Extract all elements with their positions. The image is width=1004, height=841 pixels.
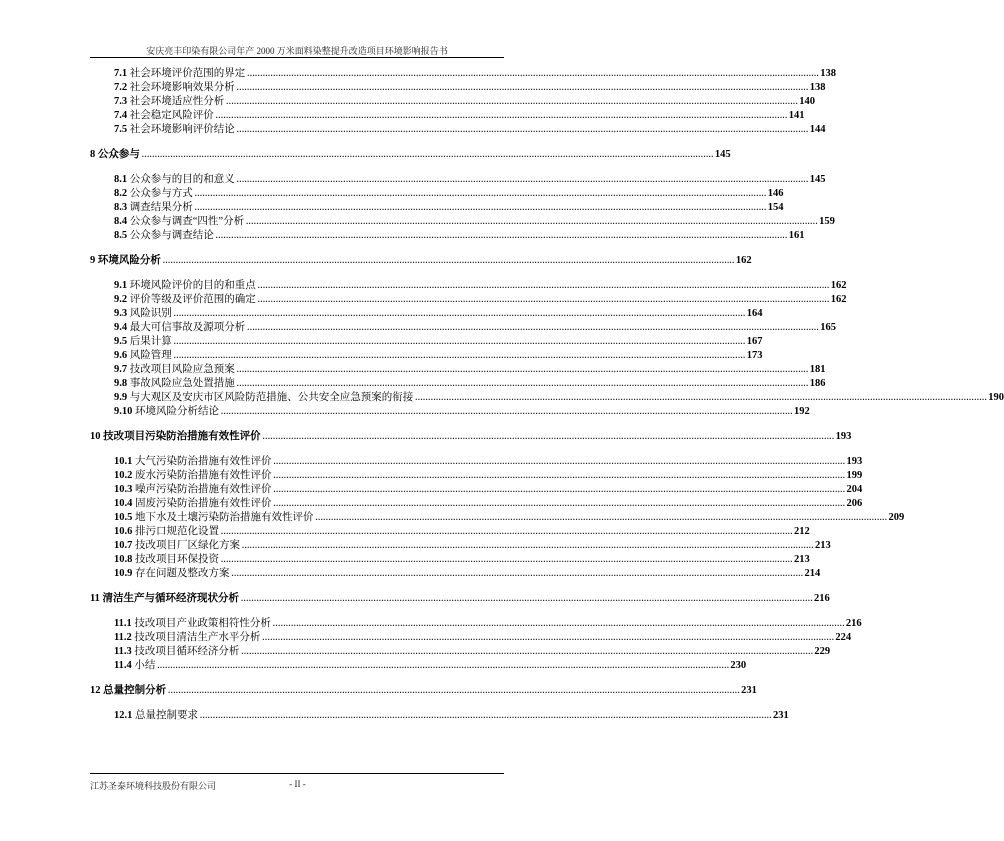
toc-leader-dots: ............................................................................................................................................................................................................................ [247,69,820,78]
toc-entry-number: 10.4 [114,498,133,509]
toc-entry-title [114,469,274,483]
toc-entry-text: 地下水及土壤污染防治措施有效性评价 [135,512,314,523]
toc-entry-text: 社会环境影响效果分析 [129,82,235,93]
toc-entry-title [114,709,200,723]
toc-entry-number: 10.8 [114,554,133,565]
toc-section-entry[interactable] [90,81,826,95]
toc-leader-dots: ............................................................................................................................................................................................................................ [168,686,741,695]
toc-entry-number: 9.6 [114,350,128,361]
toc-entry-title [114,335,174,349]
toc-section-entry[interactable] [90,553,810,567]
toc-entry-page: 164 [746,308,763,319]
toc-leader-dots: ............................................................................................................................................................................................................................ [173,337,746,346]
toc-entry-text: 社会环境影响评价结论 [129,124,235,135]
toc-entry-text: 清洁生产与循环经济现状分析 [102,593,240,604]
toc-entry-number: 10.3 [114,484,133,495]
toc-entry-number: 9.4 [114,322,128,333]
toc-entry-title [90,254,163,268]
toc-entry-title [114,511,316,525]
toc-section-entry[interactable] [90,349,763,363]
toc-entry-page: 141 [788,110,805,121]
toc-entry-page: 140 [799,96,815,107]
toc-entry-number: 8.4 [114,216,128,227]
toc-leader-dots: ............................................................................................................................................................................................................................ [241,594,814,603]
toc-entry-page: 231 [741,685,757,696]
toc-entry-page: 161 [788,230,805,241]
toc-entry-title [114,321,247,335]
toc-leader-dots: ............................................................................................................................................................................................................................ [257,295,830,304]
toc-leader-dots: ............................................................................................................................................................................................................................ [236,83,809,92]
toc-entry-text: 评价等级及评价范围的确定 [129,294,256,305]
toc-entry-title [114,67,247,81]
toc-entry-number: 9.9 [114,392,128,403]
toc-leader-dots: ............................................................................................................................................................................................................................ [200,711,772,720]
page-header: 安庆亮丰印染有限公司年产 2000 万米面料染整提升改造项目环境影响报告书 [146,46,448,56]
toc-entry-title [114,215,246,229]
toc-entry-text: 技改项目产业政策相符性分析 [134,618,271,629]
toc-entry-text: 噪声污染防治措施有效性评价 [135,484,272,495]
toc-section-entry[interactable] [90,279,847,293]
toc-entry-text: 排污口规范化设置 [135,526,219,537]
toc-entry-number: 9 [90,255,96,266]
toc-chapter-entry[interactable] [90,430,852,444]
toc-entry-number: 7.4 [114,110,128,121]
toc-entry-number: 7.2 [114,82,128,93]
toc-entry-number: 12.1 [114,710,133,721]
toc-leader-dots: ............................................................................................................................................................................................................................ [273,485,846,494]
footer-page-number: - II - [289,779,306,789]
toc-leader-dots: ............................................................................................................................................................................................................................ [221,555,793,564]
toc-entry-text: 技改项目环保投资 [135,554,219,565]
toc-entry-number: 10.1 [114,456,133,467]
toc-entry-title [114,81,237,95]
toc-entry-number: 10.7 [114,540,133,551]
toc-entry-text: 事故风险应急处置措施 [129,378,235,389]
toc-entry-page: 204 [846,484,863,495]
toc-entry-number: 8 [90,149,96,160]
toc-entry-title [114,455,274,469]
toc-entry-text: 环境风险分析 [97,255,161,266]
toc-entry-page: 193 [846,456,863,467]
toc-leader-dots: ............................................................................................................................................................................................................................ [236,379,809,388]
toc-entry-number: 11.4 [114,660,132,671]
toc-section-entry[interactable] [90,377,826,391]
toc-entry-page: 138 [809,82,826,93]
toc-entry-text: 废水污染防治措施有效性评价 [135,470,272,481]
toc-chapter-entry[interactable] [90,684,757,698]
toc-leader-dots: ............................................................................................................................................................................................................................ [273,471,846,480]
toc-entry-page: 162 [830,294,847,305]
toc-entry-page: 216 [814,593,830,604]
toc-entry-number: 10.9 [114,568,133,579]
toc-leader-dots: ............................................................................................................................................................................................................................ [162,256,735,265]
toc-entry-page: 165 [820,322,836,333]
toc-entry-number: 12 [90,685,101,696]
toc-entry-title [114,229,216,243]
toc-entry-number: 10 [90,431,101,442]
toc-section-entry[interactable] [90,215,835,229]
toc-entry-title [114,391,415,405]
toc-entry-page: 213 [794,554,810,565]
toc-leader-dots: ............................................................................................................................................................................................................................ [272,619,845,628]
toc-leader-dots: ............................................................................................................................................................................................................................ [226,97,799,106]
toc-entry-text: 公众参与的目的和意义 [129,174,235,185]
toc-entry-page: 214 [804,568,821,579]
toc-entry-page: 209 [888,512,905,523]
toc-entry-text: 公众参与调查结论 [129,230,214,241]
toc-entry-number: 9.3 [114,308,128,319]
toc-leader-dots: ............................................................................................................................................................................................................................ [273,457,846,466]
toc-entry-title [114,645,241,659]
toc-entry-text: 总量控制分析 [103,685,167,696]
toc-entry-number: 7.3 [114,96,128,107]
toc-entry-number: 10.2 [114,470,133,481]
toc-section-entry[interactable] [90,631,852,645]
toc-entry-text: 大气污染防治措施有效性评价 [135,456,272,467]
toc-section-entry[interactable] [90,469,863,483]
toc-entry-page: 193 [835,431,852,442]
toc-leader-dots: ............................................................................................................................................................................................................................ [273,499,846,508]
toc-entry-text: 技改项目风险应急预案 [129,364,235,375]
toc-leader-dots: ............................................................................................................................................................................................................................ [315,513,888,522]
toc-entry-page: 230 [730,660,747,671]
toc-entry-text: 固废污染防治措施有效性评价 [135,498,272,509]
toc-section-entry[interactable] [90,229,805,243]
toc-section-entry[interactable] [90,95,815,109]
toc-entry-title [114,539,242,553]
toc-entry-text: 最大可信事故及源项分析 [129,322,246,333]
toc-entry-page: 229 [814,646,831,657]
toc-entry-page: 231 [773,710,789,721]
toc-leader-dots: ............................................................................................................................................................................................................................ [215,111,788,120]
toc-section-entry[interactable] [90,391,1004,405]
toc-entry-page: 145 [714,149,731,160]
toc-entry-text: 公众参与调查“四性”分析 [129,216,245,227]
toc-entry-text: 技改项目污染防治措施有效性评价 [103,431,261,442]
toc-entry-number: 7.1 [114,68,128,79]
toc-leader-dots: ............................................................................................................................................................................................................................ [173,351,746,360]
toc-entry-text: 社会环境适应性分析 [129,96,225,107]
toc-entry-page: 146 [767,188,784,199]
toc-leader-dots: ............................................................................................................................................................................................................................ [257,281,830,290]
toc-leader-dots: ............................................................................................................................................................................................................................ [247,323,820,332]
table-of-contents [90,67,1004,723]
toc-entry-number: 11.3 [114,646,132,657]
toc-entry-number: 9.8 [114,378,128,389]
toc-entry-number: 11.1 [114,618,132,629]
toc-section-entry[interactable] [90,645,831,659]
toc-entry-page: 224 [835,632,852,643]
toc-leader-dots: ............................................................................................................................................................................................................................ [262,432,835,441]
toc-entry-page: 167 [746,336,763,347]
toc-entry-number: 8.2 [114,188,128,199]
toc-entry-title [114,631,262,645]
toc-entry-page: 162 [735,255,752,266]
toc-entry-page: 154 [767,202,784,213]
toc-entry-text: 环境风险评价的目的和重点 [129,280,256,291]
toc-entry-title [114,279,258,293]
toc-entry-text: 调查结果分析 [129,202,193,213]
footer-company: 江苏圣泰环境科技股份有限公司 [90,781,217,791]
toc-leader-dots: ............................................................................................................................................................................................................................ [236,175,809,184]
toc-entry-text: 风险识别 [129,308,172,319]
toc-entry-number: 9.5 [114,336,128,347]
toc-section-entry[interactable] [90,173,826,187]
toc-entry-page: 206 [846,498,863,509]
toc-leader-dots: ............................................................................................................................................................................................................................ [173,309,746,318]
toc-section-entry[interactable] [90,511,905,525]
toc-entry-title [114,617,273,631]
toc-entry-text: 技改项目清洁生产水平分析 [134,632,261,643]
toc-leader-dots: ............................................................................................................................................................................................................................ [262,633,835,642]
toc-section-entry[interactable] [90,109,805,123]
toc-section-entry[interactable] [90,405,810,419]
header-rule [90,57,504,58]
toc-section-entry[interactable] [90,497,863,511]
toc-entry-page: 138 [820,68,836,79]
toc-entry-page: 213 [815,540,831,551]
toc-entry-title [114,659,157,673]
toc-entry-title [114,123,237,137]
toc-entry-number: 9.1 [114,280,128,291]
footer-rule [90,773,504,774]
toc-entry-number: 11 [90,593,100,604]
toc-entry-title [114,497,274,511]
toc-entry-number: 8.5 [114,230,128,241]
toc-entry-text: 风险管理 [129,350,172,361]
toc-entry-text: 与大观区及安庆市区风险防范措施、公共安全应急预案的衔接 [129,392,414,403]
toc-entry-page: 145 [809,174,826,185]
toc-entry-title [114,363,237,377]
toc-entry-title [114,173,237,187]
toc-entry-number: 9.7 [114,364,128,375]
toc-section-entry[interactable] [90,709,789,723]
toc-section-entry[interactable] [90,525,810,539]
toc-leader-dots: ............................................................................................................................................................................................................................ [231,569,804,578]
toc-leader-dots: ............................................................................................................................................................................................................................ [221,407,793,416]
toc-entry-page: 181 [809,364,826,375]
toc-entry-page: 192 [794,406,810,417]
toc-entry-number: 8.3 [114,202,128,213]
toc-leader-dots: ............................................................................................................................................................................................................................ [242,541,814,550]
toc-entry-title [114,187,195,201]
toc-entry-text: 社会稳定风险评价 [129,110,214,121]
toc-section-entry[interactable] [90,617,862,631]
toc-leader-dots: ............................................................................................................................................................................................................................ [157,661,730,670]
toc-entry-text: 环境风险分析结论 [135,406,219,417]
toc-section-entry[interactable] [90,567,821,581]
toc-entry-title [114,553,221,567]
toc-entry-page: 186 [809,378,826,389]
toc-section-entry[interactable] [90,187,784,201]
toc-entry-page: 173 [746,350,763,361]
toc-entry-number: 9.2 [114,294,128,305]
toc-section-entry[interactable] [90,335,763,349]
toc-chapter-entry[interactable] [90,148,731,162]
toc-entry-number: 7.5 [114,124,128,135]
toc-chapter-entry[interactable] [90,254,752,268]
toc-entry-text: 技改项目厂区绿化方案 [135,540,240,551]
toc-entry-title [114,293,258,307]
toc-leader-dots: ............................................................................................................................................................................................................................ [246,217,819,226]
toc-entry-text: 公众参与方式 [129,188,193,199]
toc-section-entry[interactable] [90,123,826,137]
toc-entry-title [114,349,174,363]
toc-section-entry[interactable] [90,201,784,215]
toc-entry-title [90,430,263,444]
toc-leader-dots: ............................................................................................................................................................................................................................ [236,125,809,134]
toc-entry-title [90,684,168,698]
toc-entry-text: 后果计算 [129,336,172,347]
toc-leader-dots: ............................................................................................................................................................................................................................ [221,527,793,536]
toc-entry-number: 11.2 [114,632,132,643]
toc-chapter-entry[interactable] [90,592,830,606]
toc-entry-page: 216 [845,618,862,629]
toc-entry-title [114,109,216,123]
toc-section-entry[interactable] [90,539,831,553]
toc-leader-dots: ............................................................................................................................................................................................................................ [241,647,814,656]
toc-entry-text: 存在问题及整改方案 [135,568,230,579]
toc-entry-title [90,148,142,162]
toc-entry-title [114,405,221,419]
toc-entry-title [114,377,237,391]
toc-section-entry[interactable] [90,363,826,377]
toc-entry-title [114,307,174,321]
toc-entry-page: 212 [794,526,810,537]
toc-section-entry[interactable] [90,455,863,469]
toc-entry-title [114,95,226,109]
toc-entry-text: 公众参与 [97,149,140,160]
toc-entry-text: 技改项目循环经济分析 [134,646,240,657]
toc-entry-text: 小结 [134,660,156,671]
toc-entry-number: 10.6 [114,526,133,537]
toc-entry-number: 10.5 [114,512,133,523]
toc-section-entry[interactable] [90,483,863,497]
toc-entry-page: 199 [846,470,863,481]
toc-entry-text: 社会环境评价范围的界定 [129,68,246,79]
toc-leader-dots: ............................................................................................................................................................................................................................ [415,393,988,402]
toc-entry-title [114,201,195,215]
toc-section-entry[interactable] [90,321,836,335]
toc-section-entry[interactable] [90,67,836,81]
toc-entry-title [114,567,232,581]
toc-entry-page: 190 [988,392,1004,403]
toc-entry-title [90,592,241,606]
toc-leader-dots: ............................................................................................................................................................................................................................ [236,365,809,374]
toc-leader-dots: ............................................................................................................................................................................................................................ [141,150,714,159]
toc-section-entry[interactable] [90,307,763,321]
toc-entry-page: 159 [819,216,835,227]
toc-leader-dots: ............................................................................................................................................................................................................................ [194,203,767,212]
toc-leader-dots: ............................................................................................................................................................................................................................ [194,189,767,198]
toc-entry-text: 总量控制要求 [135,710,198,721]
toc-entry-page: 144 [809,124,826,135]
toc-entry-number: 8.1 [114,174,128,185]
toc-entry-title [114,483,274,497]
toc-entry-number: 9.10 [114,406,133,417]
toc-section-entry[interactable] [90,659,747,673]
toc-entry-page: 162 [830,280,847,291]
toc-section-entry[interactable] [90,293,847,307]
toc-entry-title [114,525,221,539]
toc-leader-dots: ............................................................................................................................................................................................................................ [215,231,788,240]
